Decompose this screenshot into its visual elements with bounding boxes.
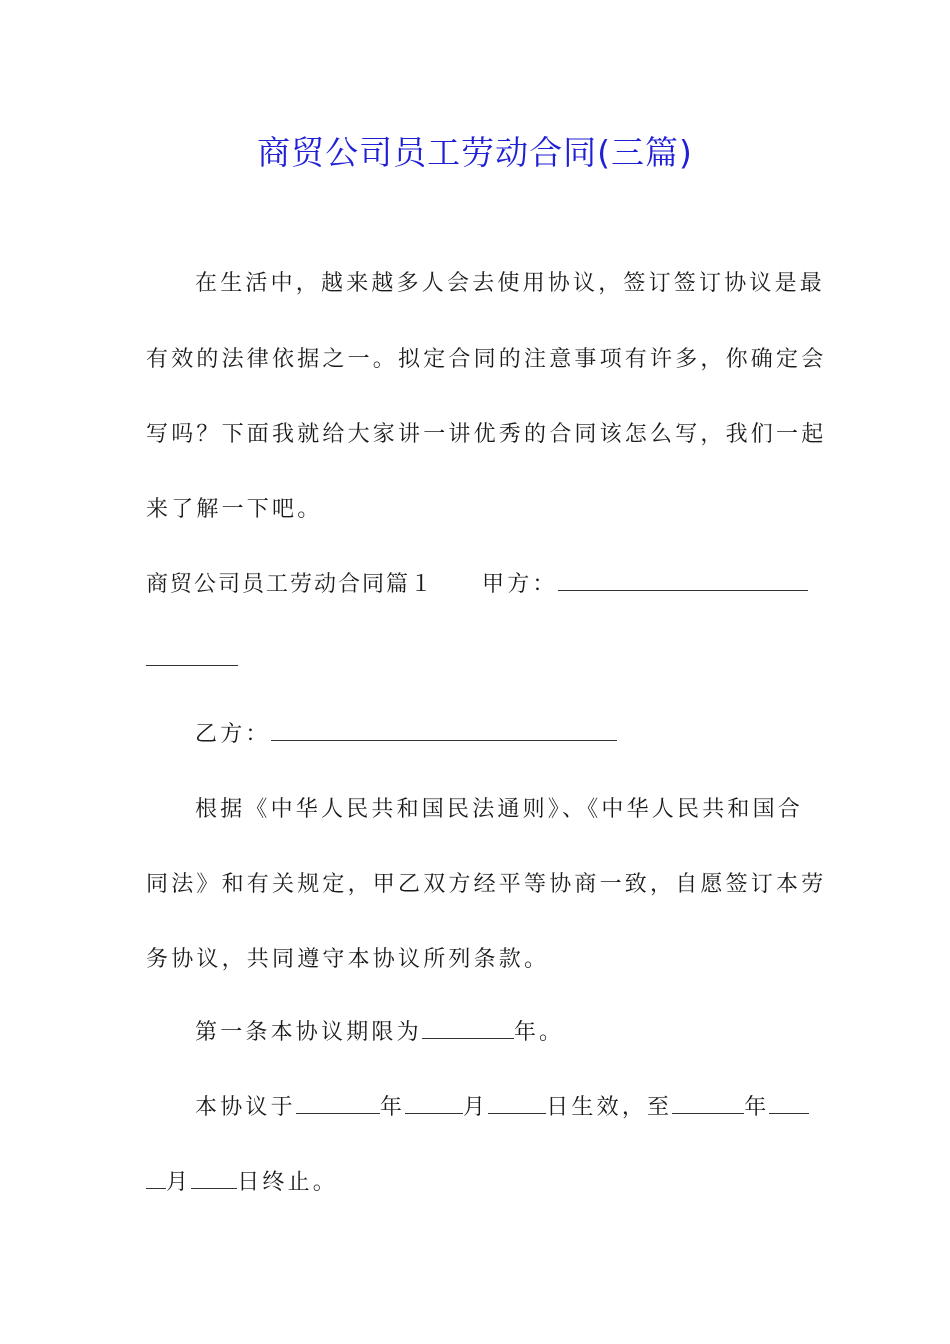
- effective-month-label: 月: [463, 1095, 489, 1120]
- intro-line-3: 写吗？下面我就给大家讲一讲优秀的合同该怎么写，我们一起: [146, 422, 827, 447]
- party-a-label: 甲方：: [482, 572, 558, 597]
- basis-line-2: 同法》和有关规定，甲乙双方经平等协商一致，自愿签订本劳: [146, 872, 827, 897]
- end-month-label: 月: [166, 1170, 192, 1195]
- section-heading: 商贸公司员工劳动合同篇１: [146, 572, 435, 597]
- basis-line-1: 根据《中华人民共和国民法通则》、《中华人民共和国合: [195, 797, 804, 822]
- party-b-label: 乙方：: [195, 722, 271, 747]
- article-1-line: [195, 1013, 855, 1053]
- effective-line-2: [146, 1163, 806, 1203]
- effective-day-label: 日生效，至: [546, 1095, 673, 1120]
- effective-year-label: 年: [379, 1095, 406, 1120]
- party-a-blank-continued: [146, 645, 238, 666]
- intro-line-4: 来了解一下吧。: [146, 497, 323, 522]
- intro-line-1: 在生活中，越来越多人会去使用协议，签订签订协议是最: [195, 271, 826, 296]
- start-month-blank: [405, 1093, 463, 1114]
- end-year-label: 年: [744, 1095, 770, 1120]
- article-1-prefix: 第一条本协议期限为: [195, 1020, 422, 1045]
- basis-line-3: 务协议，共同遵守本协议所列条款。: [146, 947, 550, 972]
- section-heading-line: [146, 565, 806, 605]
- start-year-blank: [296, 1093, 380, 1114]
- end-day-blank: [191, 1168, 237, 1189]
- party-a-blank: [558, 570, 808, 591]
- article-1-suffix: 年。: [513, 1020, 565, 1045]
- party-a-continuation: [146, 640, 806, 680]
- term-years-blank: [422, 1018, 514, 1039]
- effective-prefix: 本协议于: [195, 1095, 296, 1120]
- end-month-blank-start: [769, 1093, 809, 1114]
- party-b-blank: [271, 720, 617, 741]
- document-title: 商贸公司员工劳动合同(三篇): [257, 133, 693, 172]
- party-b-line: [195, 715, 855, 755]
- start-day-blank: [488, 1093, 546, 1114]
- end-year-blank: [672, 1093, 744, 1114]
- end-month-blank-continued: [146, 1168, 166, 1189]
- end-day-label: 日终止。: [237, 1170, 339, 1195]
- intro-line-2: 有效的法律依据之一。拟定合同的注意事项有许多，你确定会: [146, 347, 827, 372]
- effective-line-1: [195, 1088, 855, 1128]
